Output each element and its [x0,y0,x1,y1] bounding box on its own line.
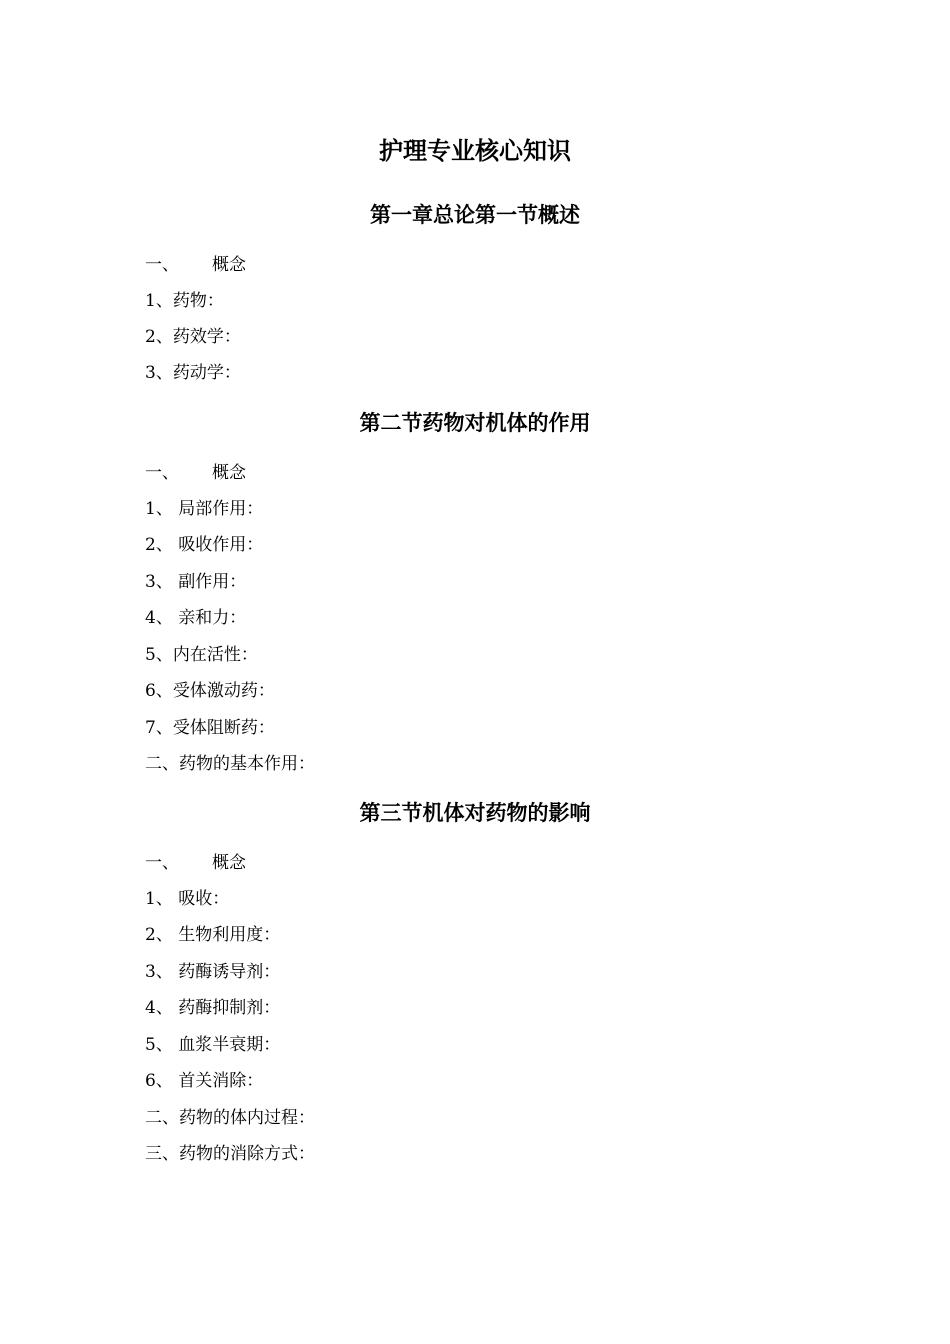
list-item: 5、内在活性： [145,645,258,665]
list-item: 1、 吸收： [145,889,230,909]
concept-number: 一、 [145,463,179,483]
list-item: 6、 首关消除： [145,1071,264,1091]
concept-line [145,852,246,874]
list-item: 2、药效学： [145,327,241,347]
concept-number: 一、 [145,853,179,873]
list-item: 1、药物： [145,291,224,311]
concept-line [145,462,246,484]
document-title: 护理专业核心知识 [379,136,571,165]
list-item: 三、药物的消除方式： [145,1144,315,1164]
concept-label: 概念 [212,853,246,873]
section-heading-1: 第一章总论第一节概述 [370,202,580,227]
list-item: 2、 吸收作用： [145,535,264,555]
list-item: 1、 局部作用： [145,499,264,519]
concept-number: 一、 [145,255,179,275]
list-item: 6、受体激动药： [145,681,275,701]
concept-label: 概念 [212,255,246,275]
list-item: 二、药物的体内过程： [145,1108,315,1128]
list-item: 3、药动学： [145,363,241,383]
concept-label: 概念 [212,463,246,483]
list-item: 4、 药酶抑制剂： [145,998,281,1018]
list-item: 3、 副作用： [145,572,247,592]
list-item: 5、 血浆半衰期： [145,1035,281,1055]
list-item: 2、 生物利用度： [145,925,281,945]
list-item: 3、 药酶诱导剂： [145,962,281,982]
section-heading-3: 第三节机体对药物的影响 [359,800,591,825]
list-item: 二、药物的基本作用： [145,754,315,774]
section-heading-2: 第二节药物对机体的作用 [359,410,591,435]
list-item: 4、 亲和力： [145,608,247,628]
list-item: 7、受体阻断药： [145,718,275,738]
concept-line [145,254,246,276]
